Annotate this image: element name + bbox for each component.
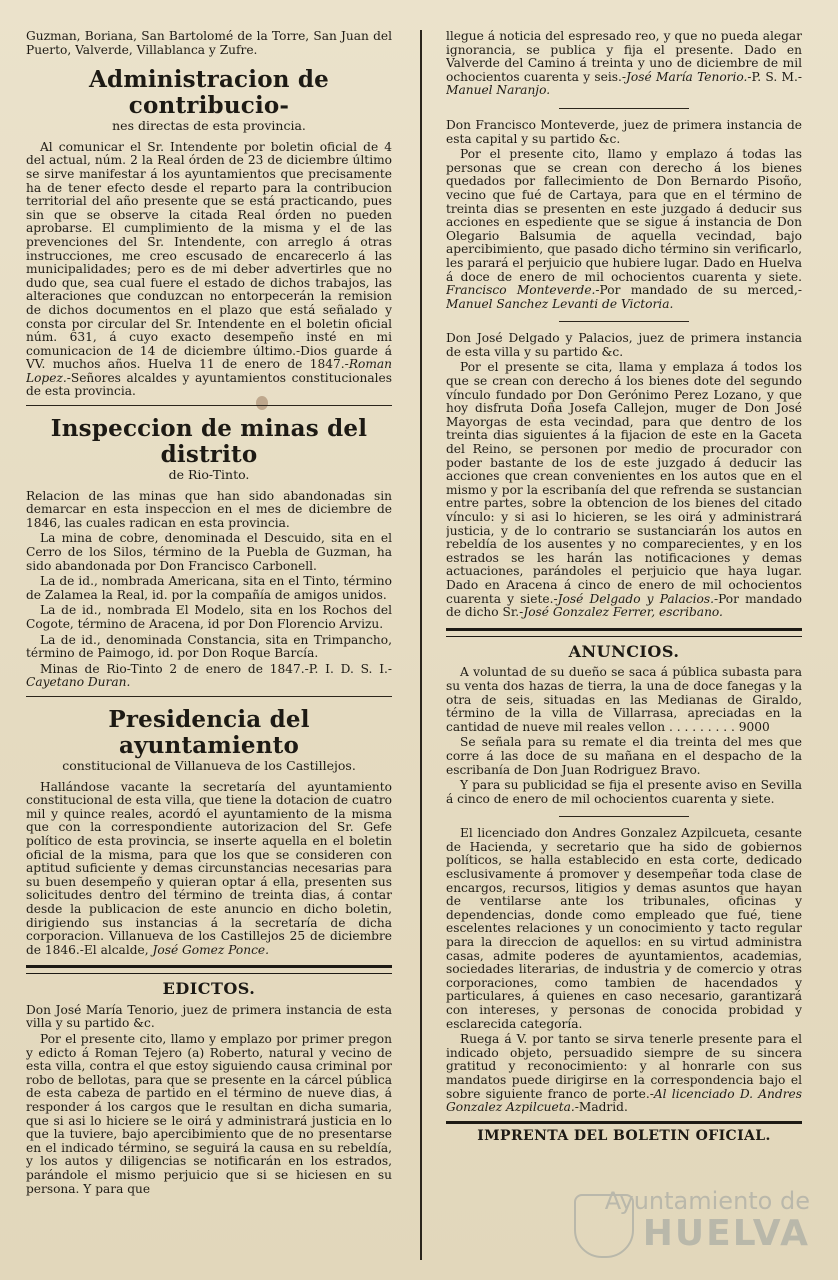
edictos-intro: Don José María Tenorio, juez de primera instancia de esta villa y su partido &c.	[26, 1002, 392, 1031]
anuncios-p3: Y para su publicidad se fija el presente aviso en Sevilla á cinco de enero de mil ochocientos cuarenta y siete.	[446, 778, 802, 806]
edictos-heading: EDICTOS.	[162, 979, 256, 999]
watermark-line1: Ayuntamiento de	[604, 1187, 810, 1215]
printer-footer: IMPRENTA DEL BOLETIN OFICIAL.	[477, 1127, 771, 1144]
anuncios-p5: Ruega á V. por tanto se sirva tenerle presente para el indicado objeto, persuadido siempre de su sincera gratitud y reconocimiento: y al honrarle con sus mandatos puede dirigirse en la correspondencia bajo el sobre siguiente franco de porte.-Al licenciado D. Andres Gonzalez Azpilcueta.-Madrid.	[446, 1032, 802, 1115]
mines-signature: Cayetano Duran.	[26, 675, 131, 690]
mines-item: La de id., nombrada El Modelo, sita en los Rochos del Cogote, término de Aracena, id por Don Florencio Arvizu.	[26, 603, 392, 631]
presidencia-body: Hallándose vacante la secretaría del ayuntamiento constitucional de esta villa, que tiene la dotacion de cuatro mil y quince reales, acordó el ayuntamiento de la misma que con la correspondiente autorizacion del Sr. Gefe político de esta provincia, se inserte aquella en el boletin oficial de la misma, para que los que se consideren con aptitud suficiente y demas circunstancias necesarias para su buen desempeño y quieran optar á ella, presenten sus solicitudes dentro del término de treinta dias, á contar desde la publicacion de este anuncio en dicho boletin, dirigiendo sus instancias á la secretaría de dicha corporacion. Villanueva de los Castillejos 25 de diciembre de 1846.-El alcalde, José Gomez Ponce.	[26, 779, 392, 957]
archive-watermark	[580, 1188, 810, 1268]
edict2-signature: Francisco Monteverde.	[446, 283, 596, 298]
double-rule	[446, 628, 802, 637]
edict3-signature2: José Gonzalez Ferrer, escribano.	[523, 605, 723, 620]
edict1-signature2: Manuel Naranjo.	[446, 83, 551, 98]
edict3-body: Por el presente se cita, llama y emplaza á todos los que se crean con derecho á los bienes dote del segundo vínculo fundado por Don Gerónimo Perez Lozano, y que hoy disfruta Doña Josefa Callejon, muger de Don José Mayorgas de esta vecindad, para que dentro de los treinta dias siguientes á la fijacion de este en la Gaceta del Reino, se personen por medio de procurador con poder bastante de los de este juzgado á deducir las acciones que crean convenientes en los autos que en el mismo y por la escribanía del que refrenda se sustancian entre partes, sobre la obtencion de los bienes del citado vínculo: y si asi lo hicieren, se les oirá y administrará justicia, y de lo contrario se sustanciarán los autos en rebeldía de los ausentes y no comparecientes, y en los estrados se les harán las notificaciones y demas actuaciones, parándoles el perjuicio que haya lugar. Dado en Aracena á cinco de enero de mil ochocientos cuarenta y siete.-José Delgado y Palacios.-Por mandado de dicho Sr.-José Gonzalez Ferrer, escribano.	[446, 360, 802, 620]
edict2-body: Por el presente cito, llamo y emplazo á todas las personas que se crean con derecho á los bienes quedados por fallecimiento de Don Bernardo Pisoño, vecino que fué de Cartaya, para que en el término de treinta dias se presenten en este juzgado á deducir sus acciones en espediente que se sigue á instancia de Don Olegario Balsumia de aquella vecindad, bajo apercibimiento, que pasado dicho término sin verificarlo, les parará el perjuicio que hubiere lugar. Dado en Huelva á doce de enero de mil ochocientos cuarenta y siete. Francisco Monteverde.-Por mandado de su merced,-Manuel Sanchez Levanti de Victoria.	[446, 147, 802, 311]
mines-subheading: de Rio-Tinto.	[168, 467, 250, 483]
anuncios-heading: ANUNCIOS.	[568, 641, 680, 661]
mines-closing: Minas de Rio-Tinto 2 de enero de 1847.-P. I. D. S. I.- Cayetano Duran.	[26, 661, 392, 690]
edict3-intro: Don José Delgado y Palacios, juez de primera instancia de esta villa y su partido &c.	[446, 331, 802, 359]
short-separator	[559, 108, 689, 109]
heavy-rule	[446, 1121, 802, 1124]
anuncios-p1: A voluntad de su dueño se saca á pública subasta para su venta dos hazas de tierra, la una de doce fanegas y la otra de seis, situadas en las Medianas de Giraldo, término de la villa de Villarrasa, apreciadas en la cantidad de nueve mil reales vellon . . . . . . . . . 9000	[446, 665, 802, 734]
edict2-signature2: Manuel Sanchez Levanti de Victoria.	[446, 296, 674, 311]
section-rule	[26, 405, 392, 406]
mines-intro: Relacion de las minas que han sido abandonadas sin demarcar en esta inspeccion en el mes de diciembre de 1846, las cuales radican en esta provincia.	[26, 488, 392, 530]
edict2-intro: Don Francisco Monteverde, juez de primera instancia de esta capital y su partido &c.	[446, 117, 802, 146]
admin-signature: Roman Lopez.	[26, 357, 392, 385]
anuncios-p2: Se señala para su remate el dia treinta del mes que corre á las doce de su mañana en el despacho de la escribanía de Don Juan Rodriguez Bravo.	[446, 735, 802, 777]
mines-item: La de id., denominada Constancia, sita en Trimpancho, término de Paimogo, id. por Don Roque Barcía.	[26, 632, 392, 661]
presidencia-subheading: constitucional de Villanueva de los Castillejos.	[62, 757, 356, 773]
edict3-signature: José Delgado y Palacios.	[557, 591, 714, 606]
watermark-line2: HUELVA	[642, 1213, 810, 1254]
intro-line: Guzman, Boriana, San Bartolomé de la Torre, San Juan del Puerto, Valverde, Villablanca y Zufre.	[26, 30, 392, 57]
edict1-continuation: llegue á noticia del espresado reo, y que no pueda alegar ignorancia, se publica y fija el presente. Dado en Valverde del Camino á treinta y uno de diciembre de mil ochocientos cuarenta y seis.-José María Tenorio.-P. S. M.-Manuel Naranjo.	[446, 30, 802, 98]
column-divider	[420, 30, 422, 1260]
admin-heading: Administracion de contribucio-	[89, 66, 329, 120]
right-column	[446, 30, 802, 1280]
double-rule	[26, 965, 392, 974]
edict1-signature: José María Tenorio.	[626, 69, 748, 84]
presidencia-heading: Presidencia del ayuntamiento	[108, 705, 310, 759]
coat-of-arms-icon	[574, 1194, 634, 1258]
short-separator	[559, 321, 689, 322]
mines-heading: Inspeccion de minas del distrito	[50, 415, 368, 469]
mines-item: La mina de cobre, denominada el Descuido, sita en el Cerro de los Silos, término de la Puebla de Guzman, ha sido abandonada por Don Francisco Carbonell.	[26, 531, 392, 573]
mines-item: La de id., nombrada Americana, sita en el Tinto, término de Zalamea la Real, id. por la compañía de amigos unidos.	[26, 574, 392, 602]
left-column	[26, 30, 392, 1280]
section-rule	[26, 696, 392, 697]
anuncios-p4: El licenciado don Andres Gonzalez Azpilcueta, cesante de Hacienda, y secretario que ha sido de gobiernos políticos, se halla establecido en esta corte, dedicado esclusivamente á promover y desempeñar toda clase de encargos, recursos, litigios y demas asuntos que hayan de ventilarse ante los tribunales, oficinas y dependencias, donde como empleado que fué, tiene escelentes relaciones y un conocimiento y tacto regular para la direccion de aquellos: en su virtud administra casas, admite poderes de ayuntamientos, academias, sociedades literarias, de industria y de comercio y otras corporaciones, como tambien de hacendados y particulares, á quienes en caso necesario, garantizará con intereses, y personas de conocida probidad y esclarecida categoría.	[446, 826, 802, 1031]
anuncios-p5-signature: Al licenciado D. Andres Gonzalez Azpilcueta.	[446, 1086, 802, 1115]
admin-subheading: nes directas de esta provincia.	[112, 118, 306, 134]
presidencia-signature: José Gomez Ponce.	[152, 942, 269, 957]
short-separator	[559, 816, 689, 817]
edictos-body: Por el presente cito, llamo y emplazo por primer pregon y edicto á Roman Tejero (a) Roberto, natural y vecino de esta villa, contra el que estoy siguiendo causa criminal por robo de bellotas, para que se presente en la cárcel pública de esta cabeza de partido en el término de nueve dias, á responder á los cargos que le resultan en dicha sumaria, que si asi lo hiciere se le oirá y administrará justicia en lo que la tuviere, bajo apercibimiento que de no presentarse en el indicado término, se seguirá la causa en su rebeldía, y los autos y diligencias se notificarán en los estrados, parándole el mismo perjuicio que si se hiciesen en su persona. Y para que	[26, 1032, 392, 1196]
admin-body: Al comunicar el Sr. Intendente por boletin oficial de 4 del actual, núm. 2 la Real órden de 23 de diciembre último se sirve manifestar á los ayuntamientos que precisamente ha de tener efecto desde el reparto para la contribucion territorial del año presente que se está practicando, pues sin que se observe la citada Real órden no pueden aprobarse. El cumplimiento de la misma y el de las prevenciones del Sr. Intendente, con arreglo á otras instrucciones, me creo escusado de encarecerlo á las municipalidades; pero es de mi deber advertirles que no dudo que, sea cual fuere el estado de dichos trabajos, las alteraciones que conduzcan no entorpecerán la remision de dichos documentos en el plazo que está señalado y consta por circular del Sr. Intendente en el boletin oficial núm. 631, á cuyo exacto desempeño insté en mi comunicacion de 14 de diciembre último.-Dios guarde á VV. muchos años. Huelva 11 de enero de 1847.-Roman Lopez.-Señores alcaldes y ayuntamientos constitucionales de esta provincia.	[26, 139, 392, 399]
